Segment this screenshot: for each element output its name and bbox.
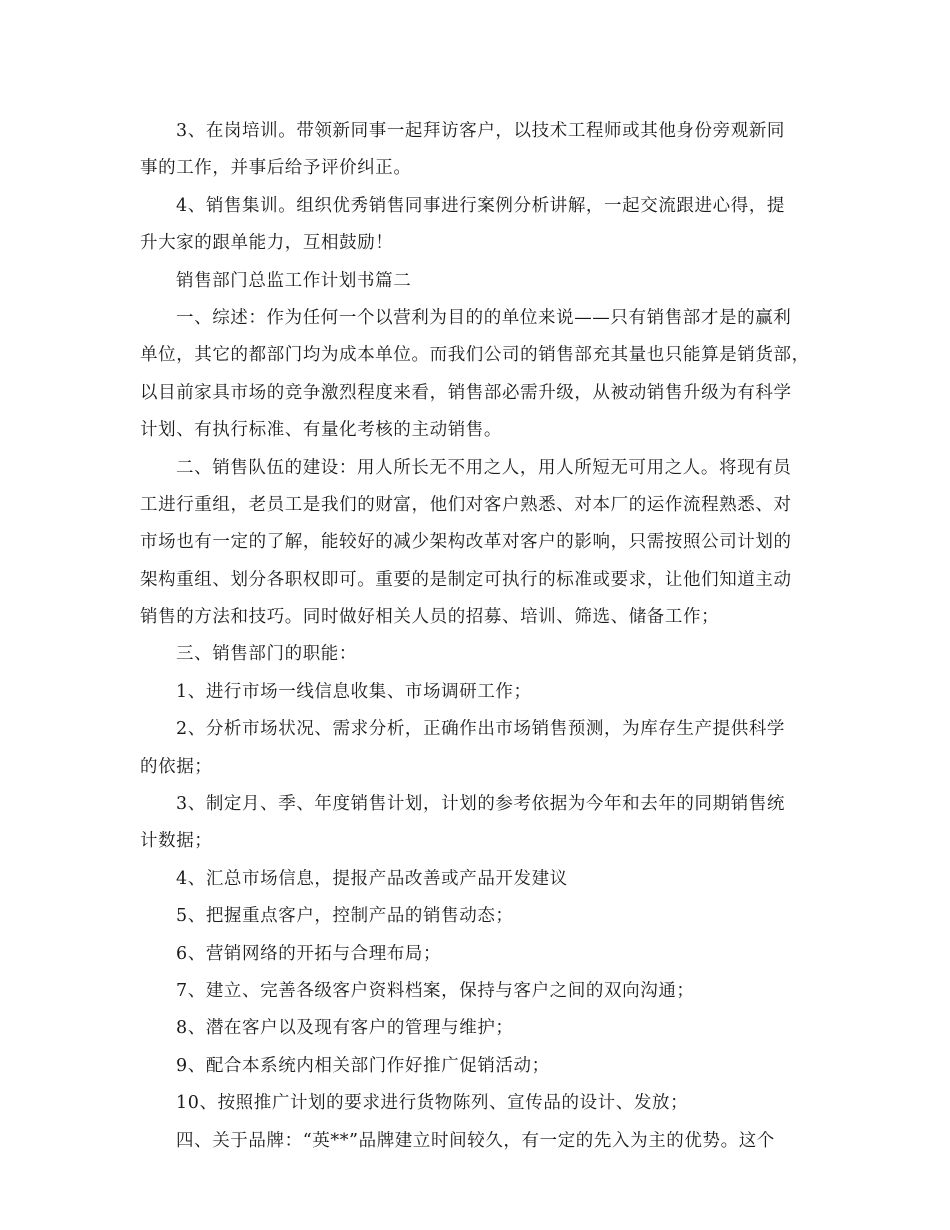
text-line: 9、配合本系统内相关部门作好推广促销活动； xyxy=(176,1055,550,1076)
text-line: 升大家的跟单能力，互相鼓励！ xyxy=(140,233,394,254)
text-line: 6、营销网络的开拓与合理布局； xyxy=(176,943,442,964)
text-line: 市场也有一定的了解，能较好的减少架构改革对客户的影响，只需按照公司计划的 xyxy=(140,532,792,553)
text-line: 5、把握重点客户，控制产品的销售动态； xyxy=(176,906,514,927)
text-line: 3、在岗培训。带领新同事一起拜访客户，以技术工程师或其他身份旁观新同 xyxy=(176,121,786,141)
text-line: 3、制定月、季、年度销售计划，计划的参考依据为今年和去年的同期销售统 xyxy=(176,794,786,815)
document-page xyxy=(140,113,820,1160)
text-line: 计划、有执行标准、有量化考核的主动销售。 xyxy=(140,420,502,441)
text-line: 4、销售集训。组织优秀销售同事进行案例分析讲解，一起交流跟进心得，提 xyxy=(176,195,786,216)
text-line: 一、综述：作为任何一个以营利为目的的单位来说——只有销售部才是的赢利 xyxy=(176,307,792,328)
text-line: 1、进行市场一线信息收集、市场调研工作； xyxy=(176,681,532,702)
text-line: 事的工作，并事后给予评价纠正。 xyxy=(140,158,412,179)
text-line: 单位，其它的都部门均为成本单位。而我们公司的销售部充其量也只能算是销货部， xyxy=(140,345,810,366)
text-line: 二、销售队伍的建设：用人所长无不用之人，用人所短无可用之人。将现有员 xyxy=(176,457,792,478)
text-line: 计数据； xyxy=(140,831,213,852)
text-line: 4、汇总市场信息，提报产品改善或产品开发建议 xyxy=(176,868,568,889)
text-line: 四、关于品牌：“英**”品牌建立时间较久，有一定的先入为主的优势。这个 xyxy=(176,1130,775,1151)
text-line: 10、按照推广计划的要求进行货物陈列、宣传品的设计、发放； xyxy=(176,1093,689,1114)
text-line: 以目前家具市场的竞争激烈程度来看，销售部必需升级，从被动销售升级为有科学 xyxy=(140,382,792,403)
text-line: 销售部门总监工作计划书篇二 xyxy=(176,270,412,291)
text-line: 7、建立、完善各级客户资料档案，保持与客户之间的双向沟通； xyxy=(176,980,695,1001)
text-line: 8、潜在客户以及现有客户的管理与维护； xyxy=(176,1018,514,1039)
text-line: 工进行重组，老员工是我们的财富，他们对客户熟悉、对本厂的运作流程熟悉、对 xyxy=(140,494,792,515)
text-line: 的依据； xyxy=(140,756,213,777)
text-line: 三、销售部门的职能： xyxy=(176,644,357,665)
text-line: 2、分析市场状况、需求分析，正确作出市场销售预测，为库存生产提供科学 xyxy=(176,719,786,740)
text-line: 架构重组、划分各职权即可。重要的是制定可执行的标准或要求，让他们知道主动 xyxy=(140,569,792,590)
text-line: 销售的方法和技巧。同时做好相关人员的招募、培训、筛选、储备工作； xyxy=(140,607,720,628)
